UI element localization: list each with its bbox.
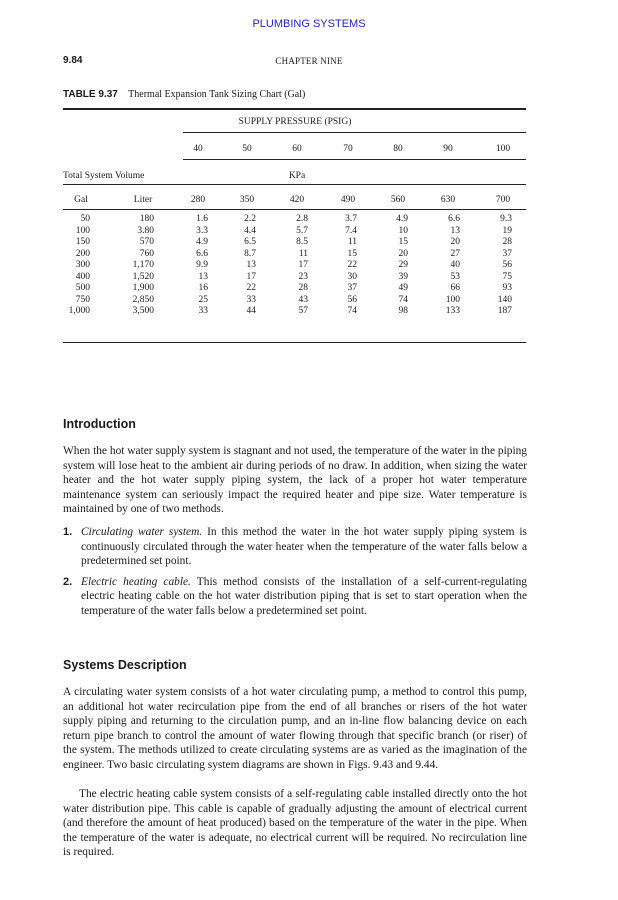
list-item-text: This method consists of the installation of a self-current-regulating electric heating cable on the hot water distribution piping that is set to start operation when the temperature of the water falls below a predetermined set point. [81, 575, 527, 617]
table-cell: 3,500 [132, 306, 154, 316]
kpa-header-cell: 560 [390, 195, 406, 205]
table-cell: 29 [398, 260, 408, 270]
table-cell: 1,900 [132, 283, 154, 293]
table-cell: 10 [398, 225, 408, 236]
table-cell: 8.7 [244, 248, 256, 259]
table-bottom-rule [63, 342, 526, 343]
table-cell: 98 [398, 306, 408, 316]
table-cell: 15 [398, 237, 408, 247]
table-cell: 2,850 [132, 294, 154, 305]
kpa-header-cell: 630 [440, 195, 456, 205]
table-cell: 150 [75, 237, 90, 247]
table-cell: 11 [347, 237, 357, 247]
table-cell: 400 [75, 271, 90, 282]
table-cell: 4.4 [244, 225, 256, 236]
value-column [296, 214, 308, 318]
table-cell: 37 [347, 283, 357, 293]
introduction-paragraph: When the hot water supply system is stagnant and not used, the temperature of the water in the piping system will lose heat to the ambient air during periods of no draw. In addition, when sizing the water heater and the hot water supply piping system, the lack of a proper hot water temperature maintenance system can seriously impact the required heater and pipe size. Water temperature is maintained by one of two methods. [63, 445, 527, 516]
psig-header-cell: 60 [292, 144, 302, 154]
systems-description-paragraph-2: The electric heating cable system consists of a self-regulating cable installed directly onto the hot water distribution pipe. This cable is capable of gradually adjusting the amount of electrical current (and therefore the amount of heat produced) based on the temperature of the water in the pipe. When the temperature of the water is adequate, no electrical current will be required. No recirculation line is required. [63, 788, 527, 859]
kpa-header-cell: 490 [340, 195, 356, 205]
table-cell: 20 [450, 237, 460, 247]
table-cell: 20 [398, 248, 408, 259]
methods-list [63, 525, 527, 619]
value-column [498, 214, 512, 318]
table-cell: 6.6 [196, 248, 208, 259]
gal-column [69, 214, 90, 318]
psig-header-cell: 50 [242, 144, 252, 154]
table-cell: 100 [445, 294, 460, 305]
supply-pressure-header: SUPPLY PRESSURE (PSIG) [238, 117, 352, 127]
table-cell: 56 [347, 294, 357, 305]
table-cell: 2.2 [244, 214, 256, 224]
table-cell: 28 [298, 283, 308, 293]
value-column [345, 214, 357, 318]
liter-header: Liter [133, 195, 153, 205]
table-cell: 39 [398, 271, 408, 282]
table-cell: 6.5 [244, 237, 256, 247]
table-cell: 3.7 [345, 214, 357, 224]
psig-header-cell: 70 [343, 144, 353, 154]
table-cell: 74 [398, 294, 408, 305]
table-cell: 33 [246, 294, 256, 305]
value-column [244, 214, 256, 318]
table-cell: 11 [298, 248, 308, 259]
table-cell: 19 [502, 225, 512, 236]
liter-column [133, 214, 154, 318]
table-cell: 1.6 [196, 214, 208, 224]
table-cell: 9.9 [196, 260, 208, 270]
table-caption: Thermal Expansion Tank Sizing Chart (Gal) [128, 89, 306, 100]
table-cell: 3.80 [137, 225, 154, 236]
table-cell: 760 [139, 248, 154, 259]
table-cell: 50 [80, 214, 90, 224]
table-cell: 100 [75, 225, 90, 236]
table-cell: 37 [502, 248, 512, 259]
table-cell: 750 [75, 294, 90, 305]
table-cell: 53 [450, 271, 460, 282]
table-cell: 570 [139, 237, 154, 247]
table-cell: 66 [450, 283, 460, 293]
page-number: 9.84 [63, 55, 83, 66]
table-label: TABLE 9.37 [63, 89, 118, 100]
kpa-label: KPa [288, 171, 306, 181]
table-cell: 13 [246, 260, 256, 270]
introduction-heading: Introduction [63, 417, 136, 431]
table-cell: 300 [75, 260, 90, 270]
table-cell: 1,520 [132, 271, 154, 282]
table-cell: 56 [502, 260, 512, 270]
table-cell: 49 [398, 283, 408, 293]
supply-pressure-rule [183, 132, 526, 133]
list-item-number: 2. [63, 575, 73, 588]
kpa-label-rule [63, 184, 526, 185]
table-cell: 23 [298, 271, 308, 282]
list-item-title: Electric heating cable. [81, 575, 191, 588]
kpa-header-cell: 350 [239, 195, 255, 205]
table-cell: 1,170 [132, 260, 154, 270]
list-item-number: 1. [63, 526, 73, 538]
chapter-heading: CHAPTER NINE [275, 56, 343, 66]
psig-header-cell: 90 [443, 144, 453, 154]
table-cell: 28 [502, 237, 512, 247]
table-top-rule [63, 108, 526, 110]
table-cell: 17 [298, 260, 308, 270]
table-cell: 5.7 [296, 225, 308, 236]
table-cell: 93 [502, 283, 512, 293]
list-item-title: Circulating water system. [81, 526, 203, 538]
total-system-volume-label: Total System Volume [63, 171, 145, 181]
table-cell: 27 [450, 248, 460, 259]
table-cell: 44 [246, 306, 256, 316]
gal-header: Gal [74, 195, 88, 205]
psig-rule [183, 159, 526, 160]
table-cell: 180 [139, 214, 154, 224]
table-cell: 133 [445, 306, 460, 316]
table-cell: 13 [198, 271, 208, 282]
table-cell: 200 [75, 248, 90, 259]
table-cell: 15 [347, 248, 357, 259]
table-cell: 9.3 [500, 214, 512, 224]
systems-description-paragraph-1: A circulating water system consists of a hot water circulating pump, a method to control this pump, an additional hot water recirculation pipe from the end of all branches or risers of the hot water supply piping and returning to the circulation pump, and an in-line flow balancing device on each return pipe branch to control the amount of water flowing through that specific branch (or riser) of the system. The methods utilized to create circulating systems are as varied as the imagination of the engineer. Two basic circulating system diagrams are shown in Figs. 9.43 and 9.44. [63, 686, 527, 771]
table-cell: 74 [347, 306, 357, 316]
table-cell: 40 [450, 260, 460, 270]
table-cell: 25 [198, 294, 208, 305]
psig-header-cell: 40 [193, 144, 203, 154]
systems-description-heading: Systems Description [63, 658, 187, 672]
table-title [63, 89, 305, 100]
header-bottom-rule [63, 209, 526, 210]
value-column [446, 214, 460, 318]
table-cell: 2.8 [296, 214, 308, 224]
table-cell: 500 [75, 283, 90, 293]
table-cell: 33 [198, 306, 208, 316]
list-item [63, 525, 527, 569]
table-cell: 30 [347, 271, 357, 282]
table-cell: 7.4 [345, 225, 357, 236]
sizing-table [63, 108, 526, 344]
table-cell: 17 [246, 271, 256, 282]
kpa-header-cell: 420 [289, 195, 305, 205]
table-cell: 13 [450, 225, 460, 236]
table-cell: 43 [298, 294, 308, 305]
table-cell: 6.6 [448, 214, 460, 224]
table-cell: 22 [347, 260, 357, 270]
psig-header-cell: 80 [393, 144, 403, 154]
kpa-header-cell: 700 [495, 195, 511, 205]
value-column [396, 214, 408, 318]
kpa-header-cell: 280 [190, 195, 206, 205]
table-cell: 22 [246, 283, 256, 293]
table-cell: 1,000 [68, 306, 90, 316]
list-item-text: In this method the water in the hot water supply piping system is continuously circulated through the water heater when the temperature of the water falls below a predetermined set point. [81, 526, 527, 568]
table-cell: 4.9 [396, 214, 408, 224]
table-cell: 75 [502, 271, 512, 282]
value-column [196, 214, 208, 318]
list-item [63, 575, 527, 619]
table-cell: 4.9 [196, 237, 208, 247]
table-cell: 187 [497, 306, 512, 316]
table-cell: 3.3 [196, 225, 208, 236]
running-title: PLUMBING SYSTEMS [252, 18, 366, 30]
table-cell: 16 [198, 283, 208, 293]
psig-header-cell: 100 [495, 144, 511, 154]
table-cell: 8.5 [296, 237, 308, 247]
table-cell: 140 [497, 294, 512, 305]
table-cell: 57 [298, 306, 308, 316]
